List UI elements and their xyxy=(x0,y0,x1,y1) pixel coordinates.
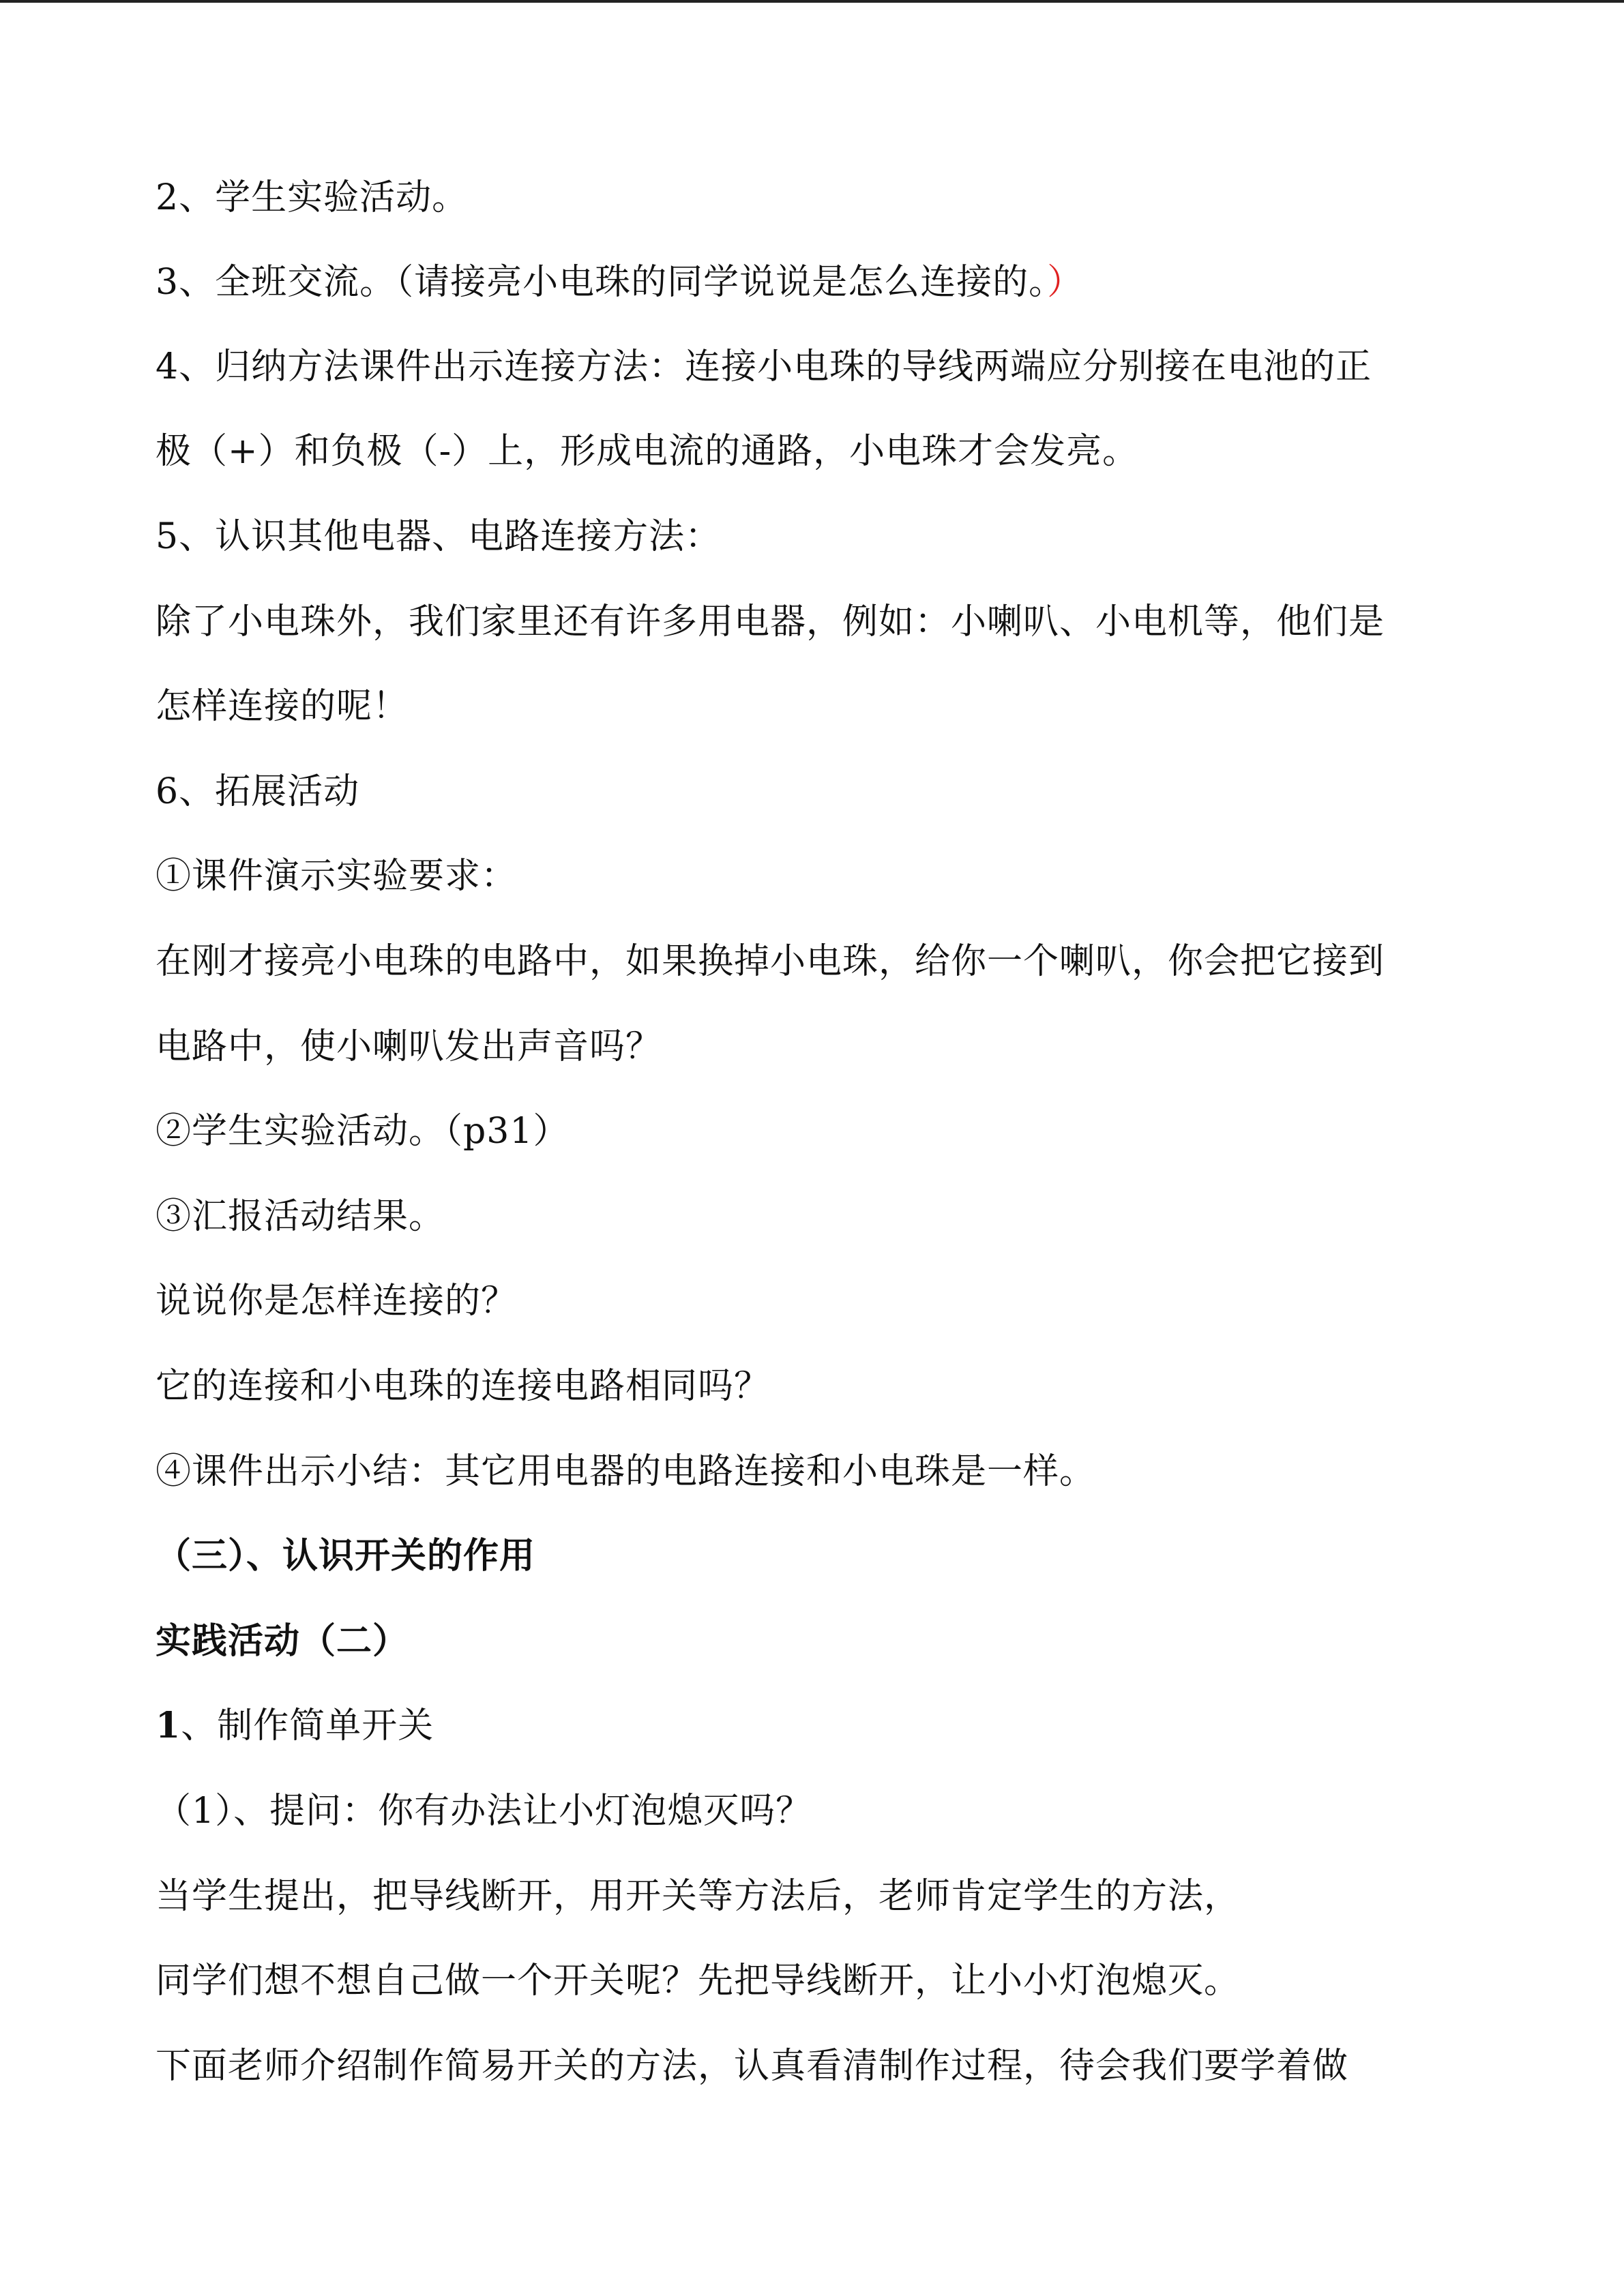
text-line-4: 极（+）和负极（-）上，形成电流的通路，小电珠才会发亮。 xyxy=(156,431,1139,472)
section-heading-3: （三）、认识开关的作用 xyxy=(156,1535,536,1577)
text-line-2-main: 3、全班交流。（请接亮小电珠的同学说说是怎么连接的。 xyxy=(156,262,1048,303)
text-line-5: 5、认识其他电器、电路连接方法： xyxy=(156,516,722,557)
text-line-8: 6、拓展活动 xyxy=(156,771,360,812)
text-line-15: 它的连接和小电珠的连接电路相同吗？ xyxy=(156,1366,771,1407)
text-line-19-text: 、制作简单开关 xyxy=(181,1705,434,1746)
text-line-2 xyxy=(156,262,1083,303)
text-line-14: 说说你是怎样连接的？ xyxy=(156,1281,518,1322)
text-line-7: 怎样连接的呢！ xyxy=(156,686,409,727)
text-line-11: 电路中，使小喇叭发出声音吗？ xyxy=(156,1026,662,1067)
text-line-6: 除了小电珠外，我们家里还有许多用电器，例如：小喇叭、小电机等，他们是 xyxy=(156,601,1385,642)
subsection-heading-practice-2: 实践活动（二） xyxy=(156,1620,409,1662)
text-line-9: ①课件演示实验要求： xyxy=(156,856,518,897)
text-line-19 xyxy=(156,1705,434,1746)
text-line-21: 当学生提出，把导线断开，用开关等方法后，老师肯定学生的方法， xyxy=(156,1876,1241,1917)
text-line-19-number: 1 xyxy=(156,1705,181,1746)
text-line-2-red-paren: ） xyxy=(1047,262,1084,303)
text-line-12: ②学生实验活动。（p31） xyxy=(156,1111,570,1152)
text-line-16: ④课件出示小结：其它用电器的电路连接和小电珠是一样。 xyxy=(156,1451,1096,1492)
text-line-23: 下面老师介绍制作简易开关的方法，认真看清制作过程，待会我们要学着做 xyxy=(156,2046,1349,2087)
text-line-13: ③汇报活动结果。 xyxy=(156,1196,445,1237)
text-line-22: 同学们想不想自己做一个开关呢？先把导线断开，让小小灯泡熄灭。 xyxy=(156,1960,1241,2001)
text-line-20: （1）、提问：你有办法让小灯泡熄灭吗？ xyxy=(156,1791,812,1832)
text-line-1: 2、学生实验活动。 xyxy=(156,177,469,218)
text-line-3: 4、归纳方法课件出示连接方法：连接小电珠的导线两端应分别接在电池的正 xyxy=(156,346,1372,387)
text-line-10: 在刚才接亮小电珠的电路中，如果换掉小电珠，给你一个喇叭，你会把它接到 xyxy=(156,941,1385,982)
